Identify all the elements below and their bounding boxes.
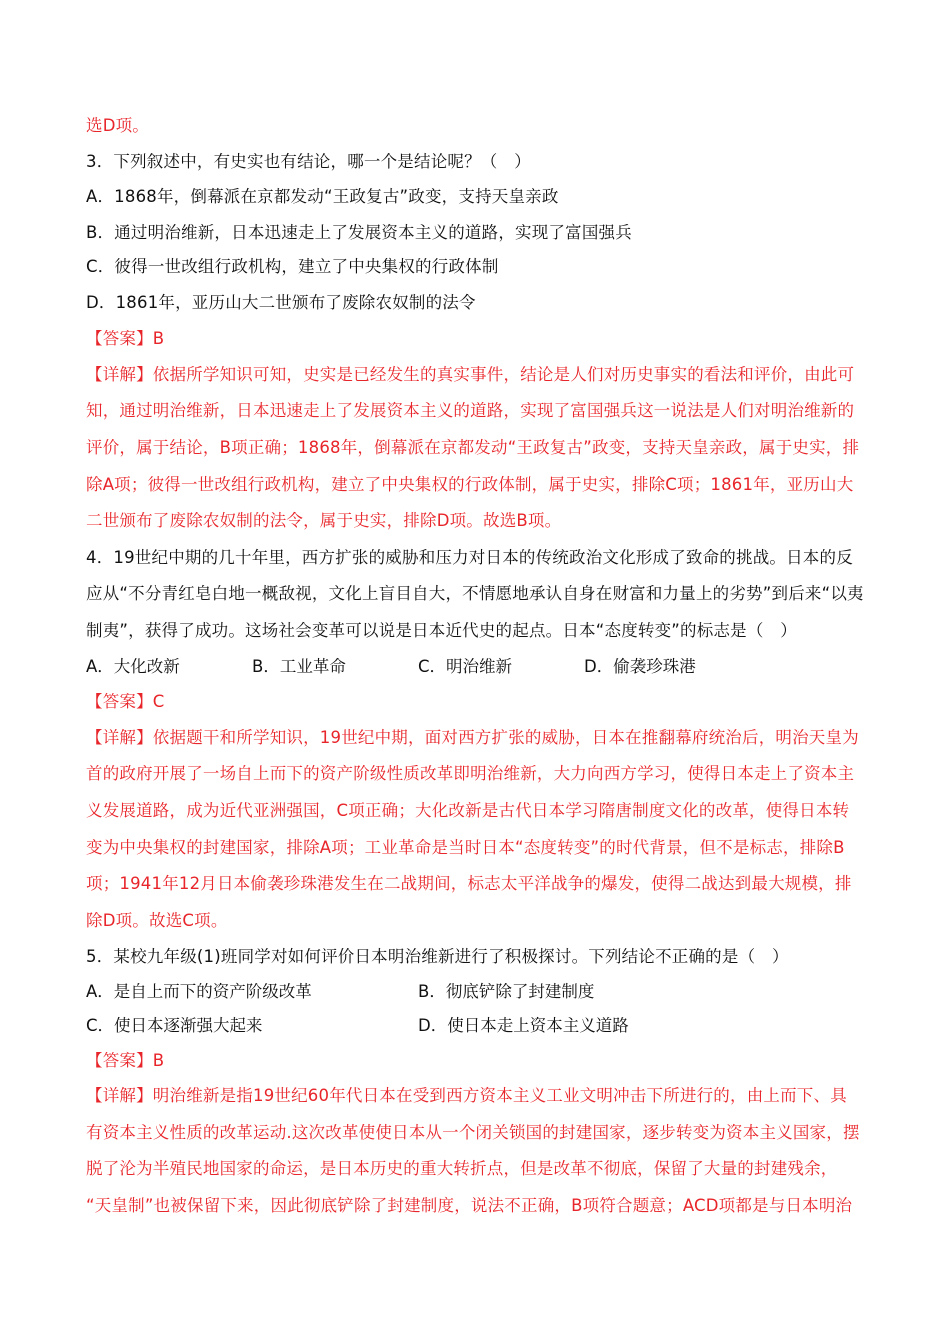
question-3-detail-line: 评价，属于结论，B项正确；1868年，倒幕派在京都发动“王政复古”政变，支持天皇亲政，属于史实，排 <box>86 438 860 457</box>
previous-answer-tail: 选D项。 <box>86 116 150 135</box>
question-3-detail-line: 除A项；彼得一世改组行政机构，建立了中央集权的行政体制，属于史实，排除C项；1861年，亚历山大 <box>86 475 854 494</box>
question-4-detail-line: 首的政府开展了一场自上而下的资产阶级性质改革即明治维新，大力向西方学习，使得日本走上了资本主 <box>86 764 855 783</box>
question-4-stem-line: 应从“不分青红皂白地一概敌视，文化上盲目自大，不情愿地承认自身在财富和力量上的劣势”到后来“以夷 <box>86 584 864 603</box>
question-4-answer: 【答案】C <box>86 692 165 711</box>
question-4-option-a: A．大化改新 <box>86 657 180 676</box>
question-4-detail-line: 除D项。故选C项。 <box>86 911 228 930</box>
question-4-option-b: B．工业革命 <box>252 657 346 676</box>
question-5-stem: 5．某校九年级(1)班同学对如何评价日本明治维新进行了积极探讨。下列结论不正确的是（ ） <box>86 947 789 966</box>
question-5-option-d: D．使日本走上资本主义道路 <box>418 1016 629 1035</box>
question-3-answer: 【答案】B <box>86 329 165 348</box>
question-4-option-c: C．明治维新 <box>418 657 513 676</box>
question-5-answer: 【答案】B <box>86 1051 165 1070</box>
question-5-option-b: B．彻底铲除了封建制度 <box>418 982 595 1001</box>
question-4-detail-line: 变为中央集权的封建国家，排除A项；工业革命是当时日本“态度转变”的时代背景，但不是标志，排除B <box>86 838 845 857</box>
question-3-option-b: B．通过明治维新，日本迅速走上了发展资本主义的道路，实现了富国强兵 <box>86 223 632 242</box>
question-4-option-d: D．偷袭珍珠港 <box>584 657 696 676</box>
question-3-option-a: A．1868年，倒幕派在京都发动“王政复古”政变，支持天皇亲政 <box>86 187 559 206</box>
question-3-detail-line: 知，通过明治维新，日本迅速走上了发展资本主义的道路，实现了富国强兵这一说法是人们对明治维新的 <box>86 401 855 420</box>
question-4-stem-line: 制夷”，获得了成功。这场社会变革可以说是日本近代史的起点。日本“态度转变”的标志是（ ） <box>86 621 797 640</box>
question-3-option-c: C．彼得一世改组行政机构，建立了中央集权的行政体制 <box>86 257 499 276</box>
question-5-detail-line: 【详解】明治维新是指19世纪60年代日本在受到西方资本主义工业文明冲击下所进行的，由上而下、具 <box>86 1086 847 1105</box>
question-5-option-c: C．使日本逐渐强大起来 <box>86 1016 263 1035</box>
question-5-detail-line: “天皇制”也被保留下来，因此彻底铲除了封建制度，说法不正确，B项符合题意；ACD项都是与日本明治 <box>86 1196 853 1215</box>
question-5-detail-line: 有资本主义性质的改革运动.这次改革使使日本从一个闭关锁国的封建国家，逐步转变为资本主义国家，摆 <box>86 1123 860 1142</box>
question-4-detail-line: 【详解】依据题干和所学知识，19世纪中期，面对西方扩张的威胁，日本在推翻幕府统治后，明治天皇为 <box>86 728 859 747</box>
question-4-stem-line: 4．19世纪中期的几十年里，西方扩张的威胁和压力对日本的传统政治文化形成了致命的挑战。日本的反 <box>86 548 853 567</box>
question-3-detail-line: 【详解】依据所学知识可知，史实是已经发生的真实事件，结论是人们对历史事实的看法和评价，由此可 <box>86 365 855 384</box>
question-4-detail-line: 义发展道路，成为近代亚洲强国，C项正确；大化改新是古代日本学习隋唐制度文化的改革，使得日本转 <box>86 801 850 820</box>
question-5-option-a: A．是自上而下的资产阶级改革 <box>86 982 312 1001</box>
question-4-detail-line: 项；1941年12月日本偷袭珍珠港发生在二战期间，标志太平洋战争的爆发，使得二战达到最大规模，排 <box>86 874 852 893</box>
question-5-detail-line: 脱了沦为半殖民地国家的命运，是日本历史的重大转折点，但是改革不彻底，保留了大量的封建残余， <box>86 1159 838 1178</box>
question-3-detail-line: 二世颁布了废除农奴制的法令，属于史实，排除D项。故选B项。 <box>86 511 562 530</box>
question-3-option-d: D．1861年，亚历山大二世颁布了废除农奴制的法令 <box>86 293 476 312</box>
question-3-stem: 3．下列叙述中，有史实也有结论，哪一个是结论呢？（ ） <box>86 152 531 171</box>
